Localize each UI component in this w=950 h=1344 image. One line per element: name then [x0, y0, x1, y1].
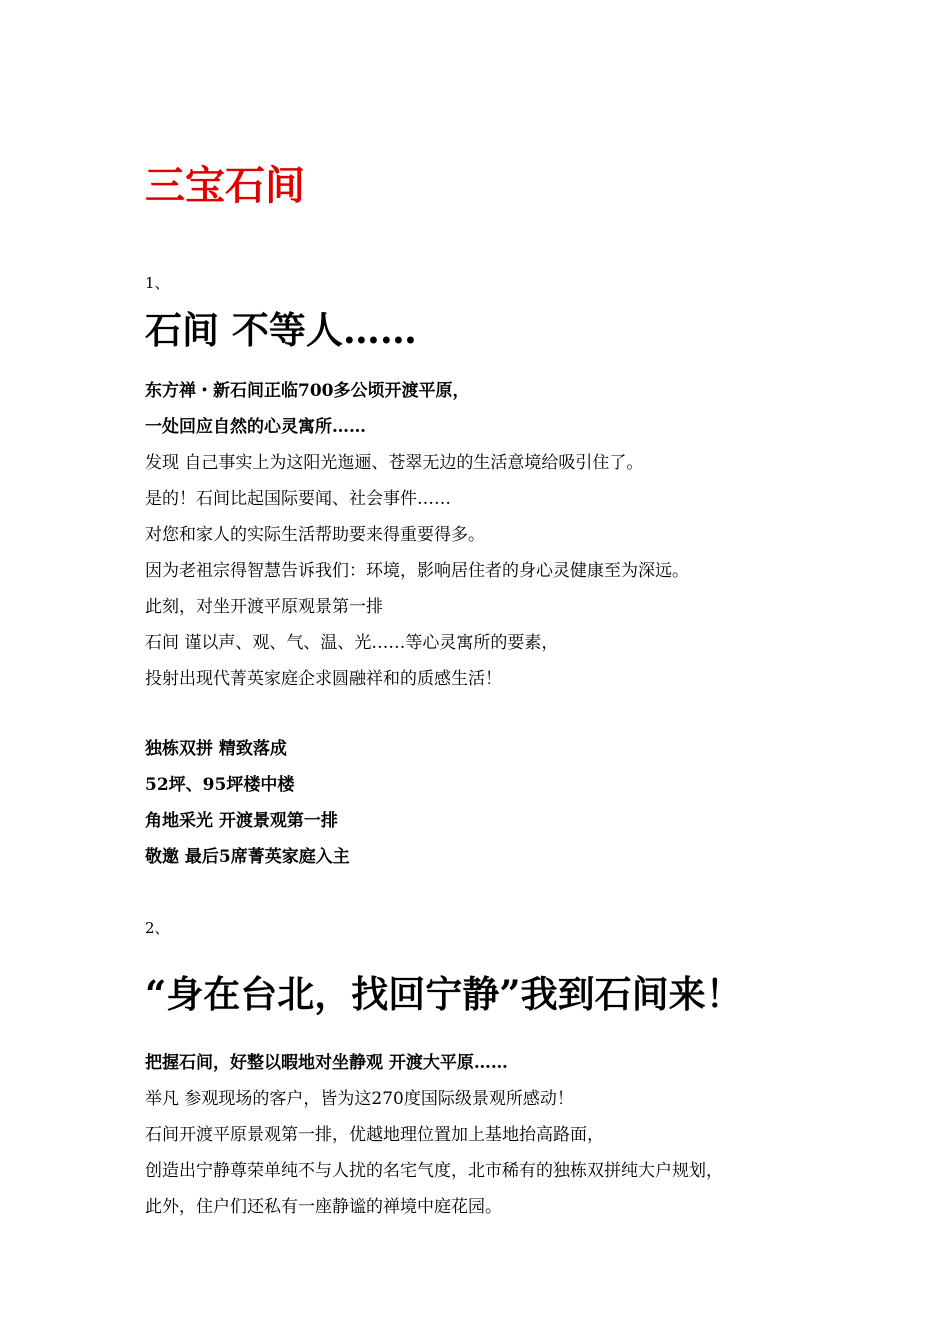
section-1-body-line: 发现 自己事实上为这阳光迤逦、苍翠无边的生活意境给吸引住了。 — [145, 453, 644, 473]
section-1-body-line: 因为老祖宗得智慧告诉我们：环境，影响居住者的身心灵健康至为深远。 — [145, 561, 689, 581]
section-1-text — [145, 373, 689, 697]
section-1-number: 1、 — [145, 274, 170, 292]
section-2-number: 2、 — [145, 919, 170, 937]
section-1-body-line: 是的！石间比起国际要闻、社会事件…… — [145, 489, 451, 509]
section-1-lead-line: 东方禅・新石间正临700多公顷开渡平原， — [145, 381, 470, 401]
section-1-lead-line: 一处回应自然的心灵寓所…… — [145, 417, 366, 437]
section-2-body-line: 创造出宁静尊荣单纯不与人扰的名宅气度，北市稀有的独栋双拼纯大户规划， — [145, 1161, 723, 1181]
section-2-body-line: 石间开渡平原景观第一排，优越地理位置加上基地抬高路面， — [145, 1125, 604, 1145]
section-1-body-line: 此刻，对坐开渡平原观景第一排 — [145, 597, 383, 617]
feature-line: 角地采光 开渡景观第一排 — [145, 811, 338, 831]
feature-line: 敬邀 最后5席菁英家庭入主 — [145, 847, 350, 867]
section-1-headline: 石间 不等人…… — [145, 308, 417, 352]
section-1-body-line: 投射出现代菁英家庭企求圆融祥和的质感生活！ — [145, 669, 502, 689]
section-2-lead-line: 把握石间，好整以暇地对坐静观 开渡大平原…… — [145, 1053, 508, 1073]
section-1-body-line: 对您和家人的实际生活帮助要来得重要得多。 — [145, 525, 485, 545]
section-2-headline: “身在台北，找回宁静”我到石间来！ — [145, 972, 743, 1016]
section-2-body-line: 举凡 参观现场的客户，皆为这270度国际级景观所感动！ — [145, 1089, 574, 1109]
section-1-features — [145, 731, 350, 875]
section-1-body-line: 石间 谨以声、观、气、温、光……等心灵寓所的要素， — [145, 633, 559, 653]
feature-line: 独栋双拼 精致落成 — [145, 739, 287, 759]
feature-line: 52坪、95坪楼中楼 — [145, 775, 295, 795]
section-2-body-line: 此外，住户们还私有一座静谧的禅境中庭花园。 — [145, 1197, 502, 1217]
document-title: 三宝石间 — [145, 163, 305, 209]
section-2-text — [145, 1045, 723, 1225]
